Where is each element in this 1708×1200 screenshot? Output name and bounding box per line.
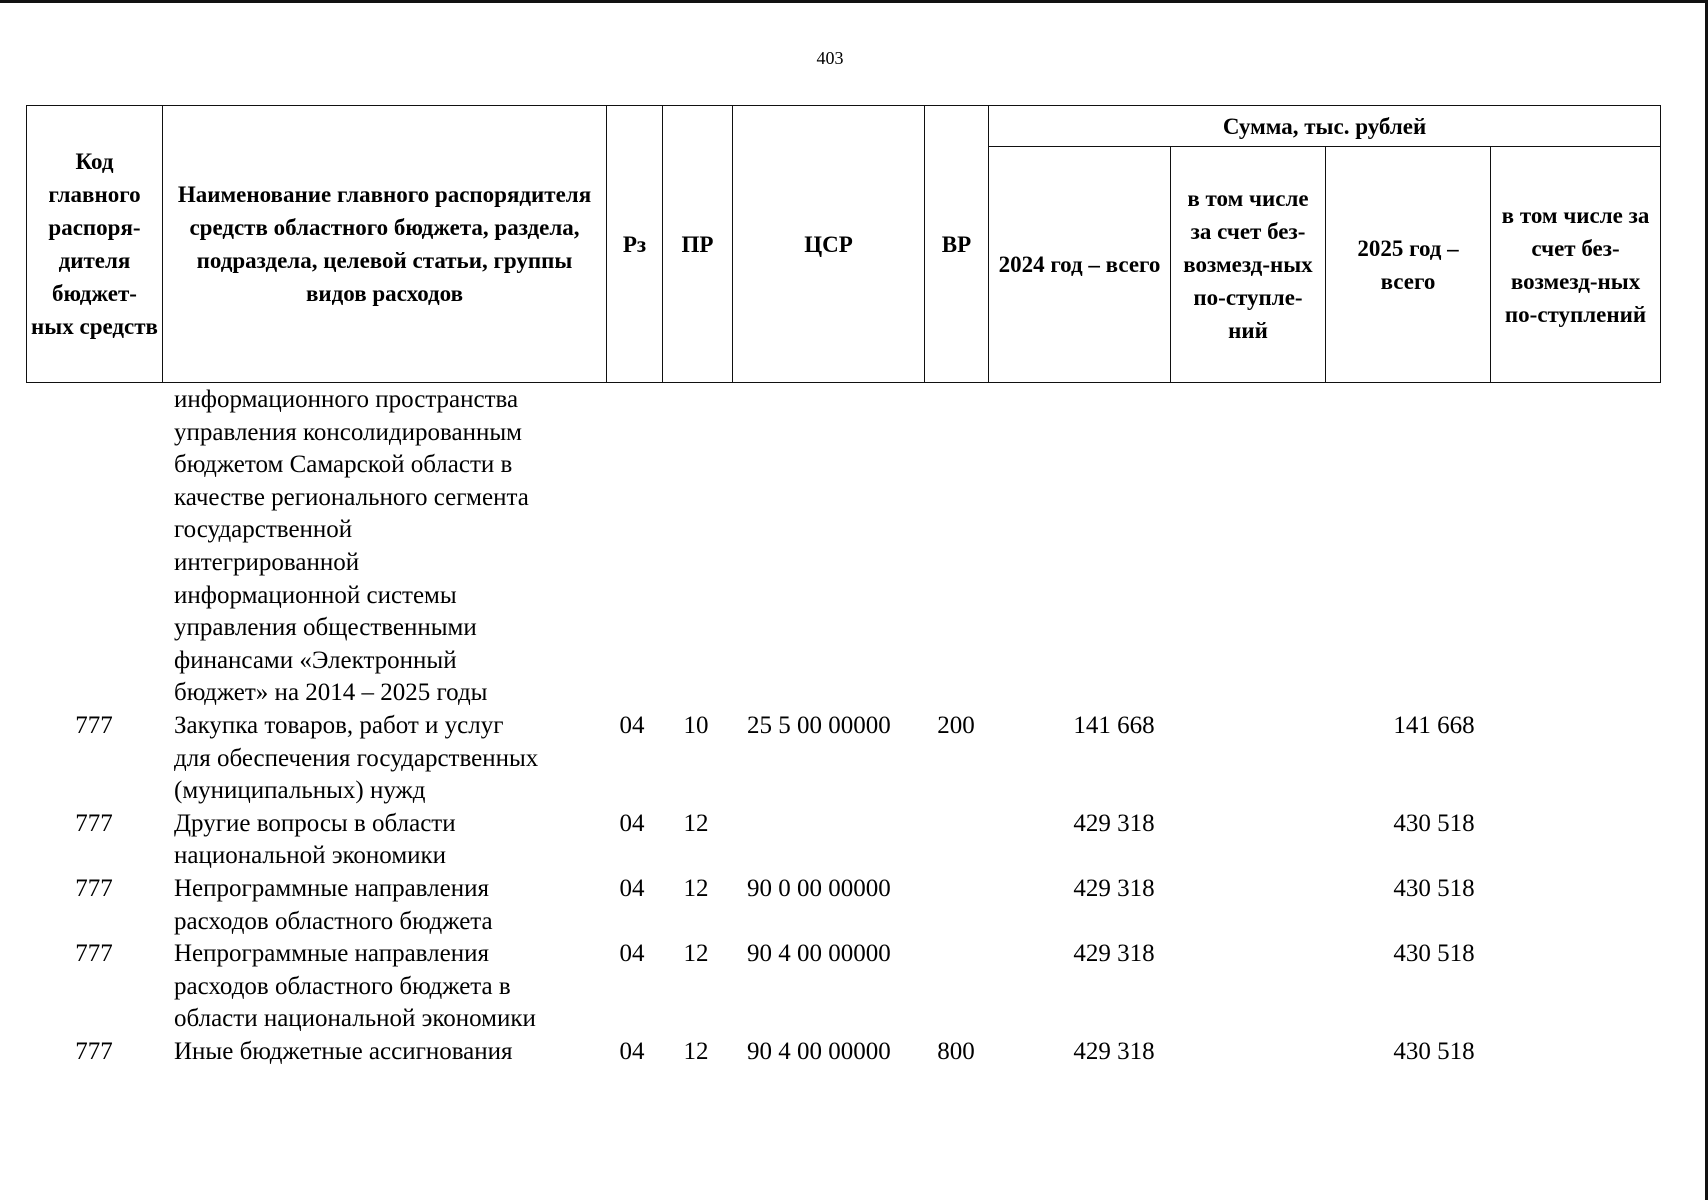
name-line: (муниципальных) нужд [174, 777, 426, 805]
name-line: бюджет» на 2014 – 2025 годы [174, 679, 488, 707]
rz-cell: 04 [619, 809, 645, 837]
table-header [26, 105, 1661, 383]
table-body [26, 384, 1660, 1068]
header-csr-column: ЦСР [733, 106, 925, 383]
code-cell: 777 [75, 874, 113, 902]
amount-2025-cell: 430 518 [1393, 809, 1475, 837]
name-cell [174, 808, 594, 873]
amount-2025-cell: 430 518 [1393, 1037, 1475, 1065]
name-line: качестве регионального сегмента [174, 483, 529, 511]
table-row [26, 1036, 1660, 1069]
header-sum-group: Сумма, тыс. рублей [989, 106, 1661, 147]
rz-cell: 04 [619, 874, 645, 902]
name-line: государственной [174, 516, 353, 544]
continuation-name [174, 384, 594, 710]
vr-cell: 200 [937, 711, 975, 739]
name-line: финансами «Электронный [174, 646, 457, 674]
amount-2024-cell: 141 668 [1073, 711, 1155, 739]
amount-2024-cell: 429 318 [1073, 809, 1155, 837]
amount-2024-cell: 429 318 [1073, 874, 1155, 902]
name-line: расходов областного бюджета [174, 907, 493, 935]
pr-cell: 12 [683, 1037, 709, 1065]
name-line: Другие вопросы в области [174, 809, 456, 837]
header-pr-column: ПР [663, 106, 733, 383]
vr-cell: 800 [937, 1037, 975, 1065]
name-cell [174, 710, 594, 808]
name-line: управления общественными [174, 614, 477, 642]
header-2024-total: 2024 год – всего [989, 147, 1171, 383]
name-line: информационного пространства [174, 386, 519, 413]
name-line: области национальной экономики [174, 1005, 536, 1033]
header-code-column: Код главного распоря-дителя бюджет-ных средств [27, 106, 163, 383]
amount-2024-cell: 429 318 [1073, 940, 1155, 968]
table-row [26, 710, 1660, 808]
code-cell: 777 [75, 940, 113, 968]
name-line: управления консолидированным [174, 418, 522, 446]
name-line: Непрограммные направления [174, 940, 489, 968]
name-line: Закупка товаров, работ и услуг [174, 711, 504, 739]
name-line: Иные бюджетные ассигнования [174, 1037, 513, 1065]
header-name-column: Наименование главного распорядителя средств областного бюджета, раздела, подраздела, целевой статьи, группы видов расходов [163, 106, 607, 383]
amount-2025-cell: 430 518 [1393, 940, 1475, 968]
header-2024-grants: в том числе за счет без-возмезд-ных по-ступле-ний [1171, 147, 1326, 383]
amount-2025-cell: 141 668 [1393, 711, 1475, 739]
csr-cell: 90 4 00 00000 [747, 1037, 891, 1065]
pr-cell: 12 [683, 940, 709, 968]
header-2025-total: 2025 год – всего [1326, 147, 1491, 383]
table-row [26, 938, 1660, 1036]
csr-cell: 25 5 00 00000 [747, 711, 891, 739]
table-row [26, 873, 1660, 938]
header-vr-column: ВР [925, 106, 989, 383]
page-number: 403 [816, 48, 844, 68]
csr-cell: 90 0 00 00000 [747, 874, 891, 902]
header-rz-column: Рз [607, 106, 663, 383]
name-cell [174, 873, 594, 938]
name-line: бюджетом Самарской области в [174, 451, 513, 479]
code-cell: 777 [75, 711, 113, 739]
pr-cell: 12 [683, 809, 709, 837]
name-line: для обеспечения государственных [174, 744, 539, 772]
pr-cell: 10 [683, 711, 709, 739]
csr-cell: 90 4 00 00000 [747, 940, 891, 968]
header-2025-grants: в том числе за счет без-возмезд-ных по-ступлений [1491, 147, 1661, 383]
name-cell [174, 1036, 594, 1069]
name-line: национальной экономики [174, 842, 447, 870]
continuation-row [26, 384, 1660, 710]
name-line: Непрограммные направления [174, 874, 489, 902]
amount-2024-cell: 429 318 [1073, 1037, 1155, 1065]
table-row [26, 808, 1660, 873]
pr-cell: 12 [683, 874, 709, 902]
top-border-rule [0, 0, 1708, 3]
name-cell [174, 938, 594, 1036]
amount-2025-cell: 430 518 [1393, 874, 1475, 902]
rz-cell: 04 [619, 940, 645, 968]
code-cell: 777 [75, 809, 113, 837]
name-line: расходов областного бюджета в [174, 972, 511, 1000]
name-line: интегрированной [174, 548, 360, 576]
rz-cell: 04 [619, 1037, 645, 1065]
code-cell: 777 [75, 1037, 113, 1065]
name-line: информационной системы [174, 581, 457, 609]
rz-cell: 04 [619, 711, 645, 739]
